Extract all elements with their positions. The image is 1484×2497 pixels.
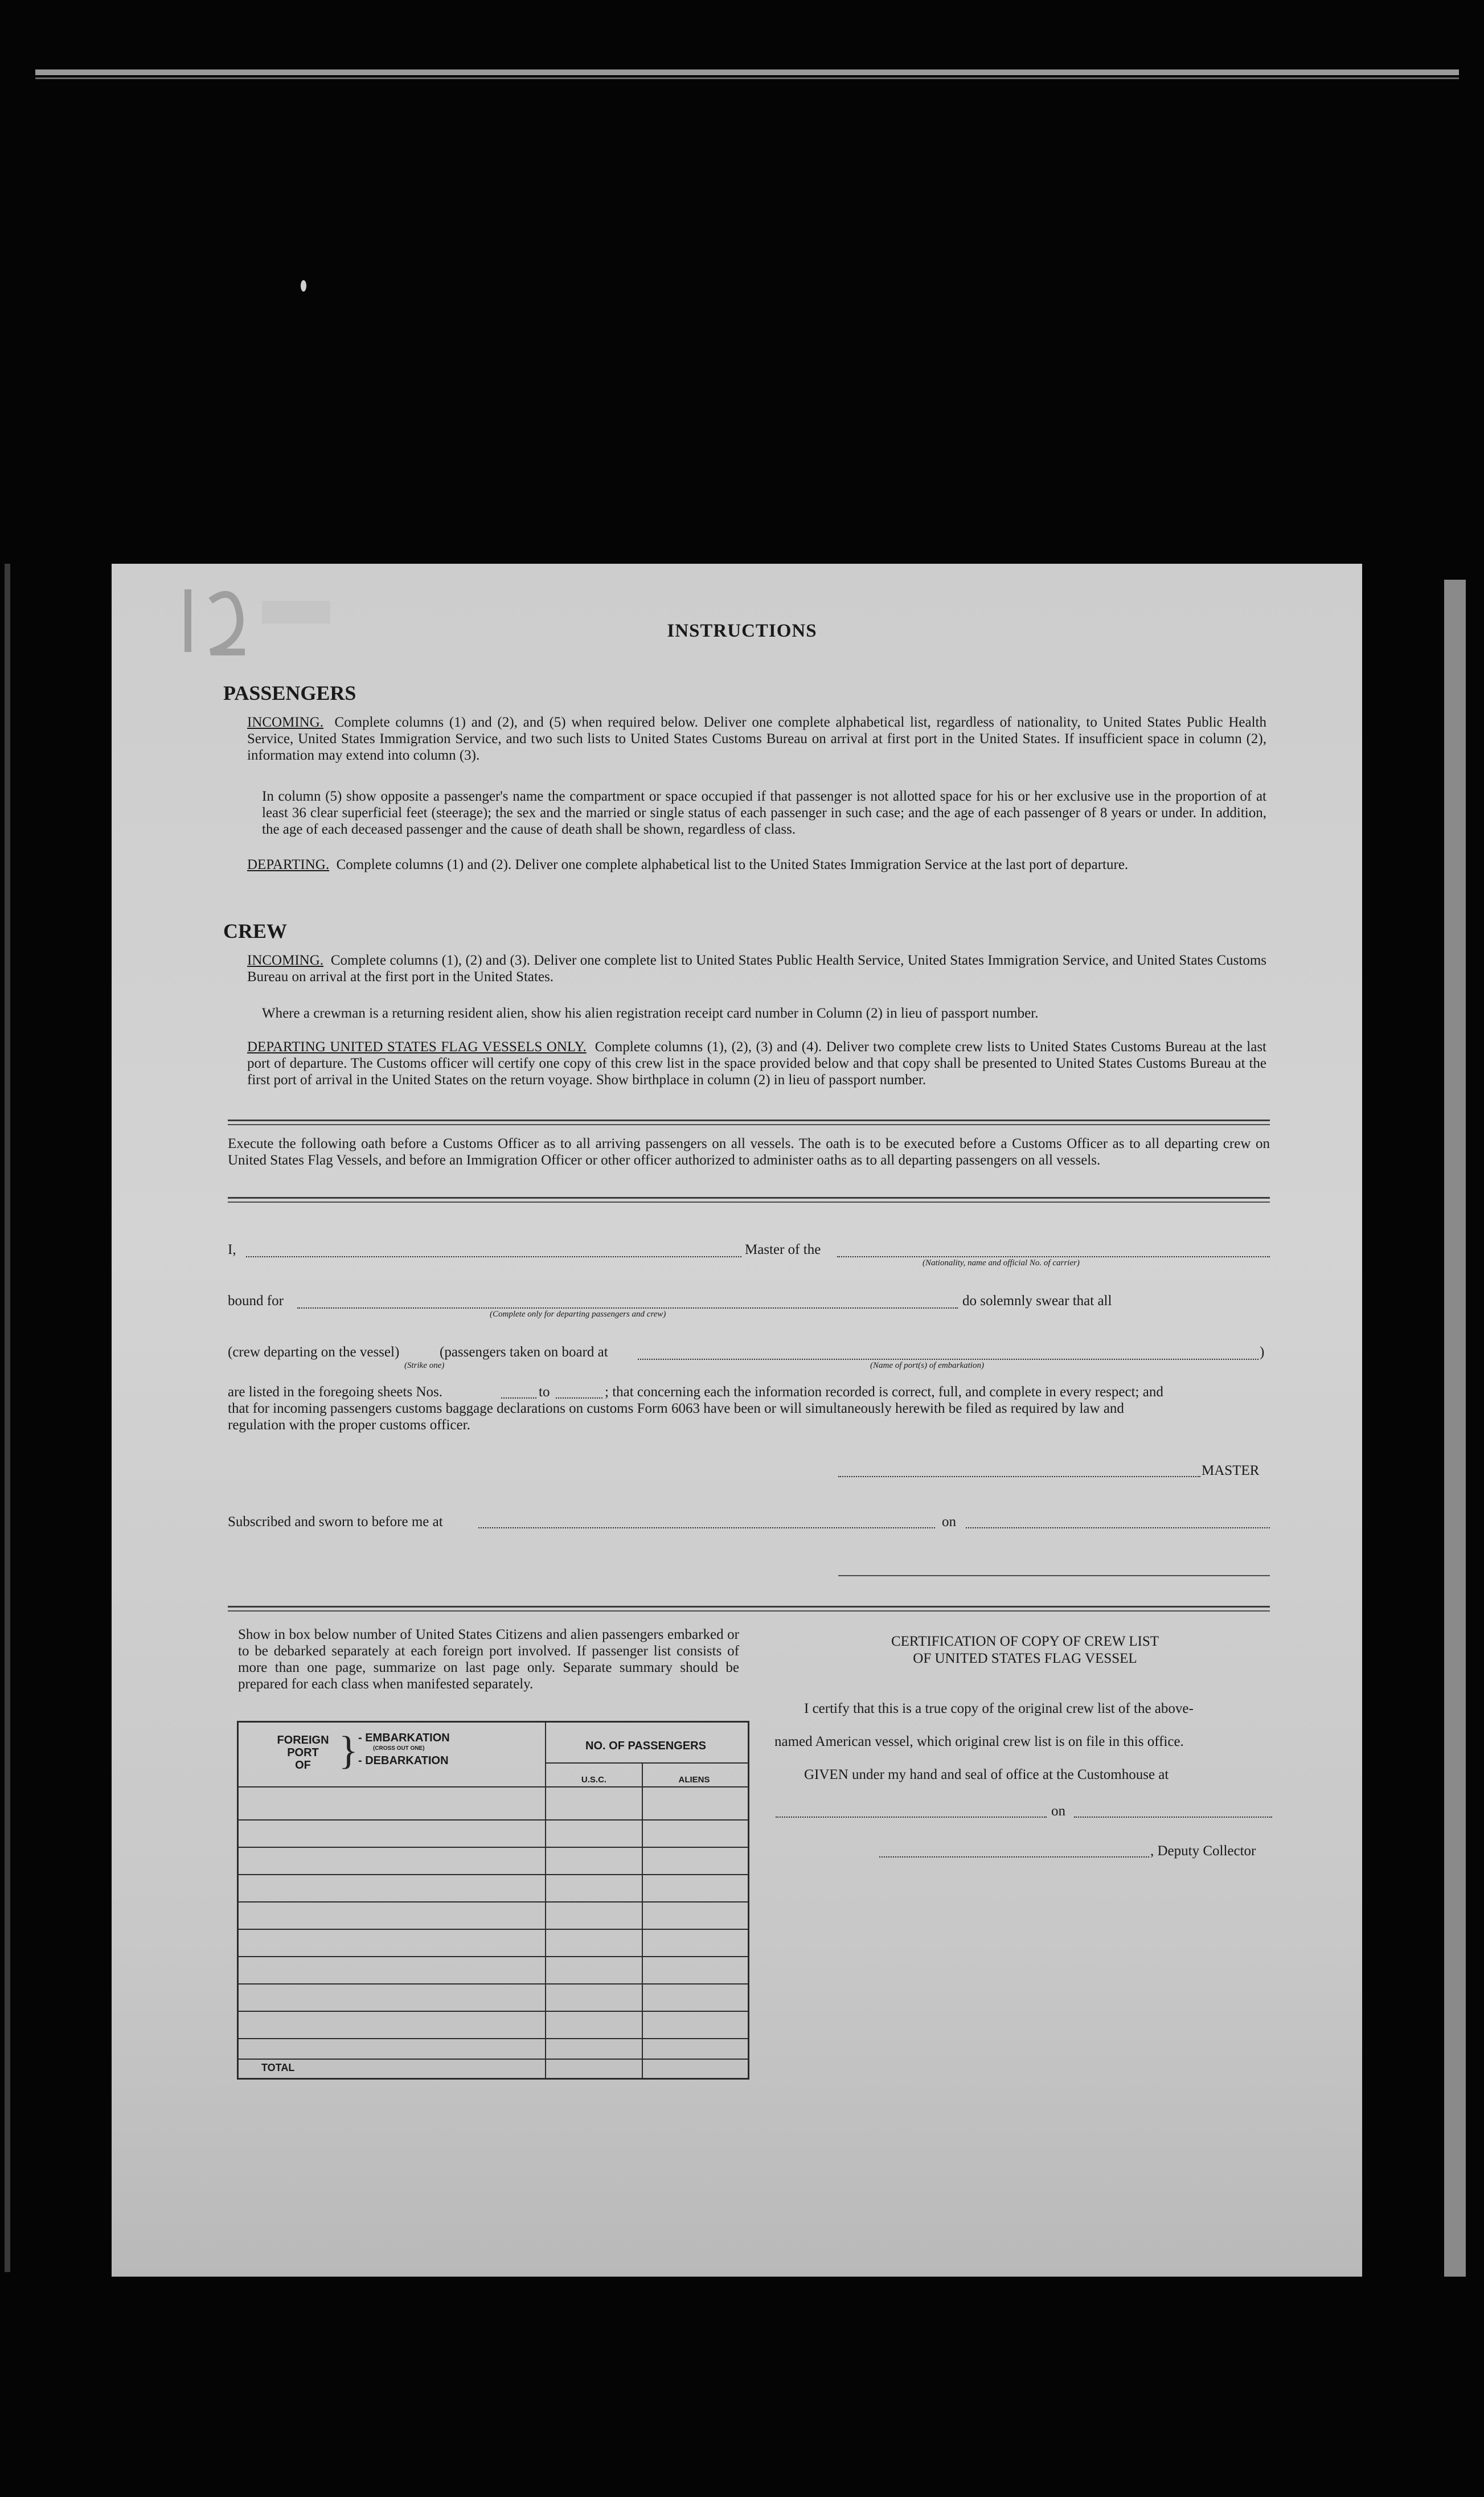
bound-for-label: bound for xyxy=(228,1293,284,1309)
certification-line-1: I certify that this is a true copy of the original crew list of the above- xyxy=(804,1701,1194,1716)
double-rule-bottom xyxy=(228,1606,1270,1608)
header-bottom-line xyxy=(239,1786,748,1787)
foreign-port-line-3: OF xyxy=(295,1759,311,1772)
header-subline xyxy=(545,1762,748,1764)
bound-for-caption: (Complete only for departing passengers and crew) xyxy=(490,1310,666,1319)
film-left-edge xyxy=(5,564,10,2272)
master-name-field[interactable] xyxy=(246,1256,741,1257)
table-row-line xyxy=(239,1901,748,1903)
crew-incoming-paragraph xyxy=(247,952,1266,985)
swear-label: do solemnly swear that all xyxy=(962,1293,1112,1309)
col-divider-1 xyxy=(545,1723,546,2078)
passengers-incoming-paragraph xyxy=(247,714,1266,764)
foreign-port-line-1: FOREIGN xyxy=(277,1734,329,1746)
film-top-line-2 xyxy=(35,77,1459,79)
strike-one-caption: (Strike one) xyxy=(404,1361,445,1370)
table-row-line xyxy=(239,1983,748,1985)
crew-departing-option: (crew departing on the vessel) xyxy=(228,1344,400,1360)
certification-title-2: OF UNITED STATES FLAG VESSEL xyxy=(913,1651,1137,1666)
passenger-summary-table xyxy=(237,1721,749,2080)
table-row-line xyxy=(239,2038,748,2039)
listed-text-a: are listed in the foregoing sheets Nos. xyxy=(228,1384,442,1400)
passengers-departing-label: DEPARTING. xyxy=(247,857,330,872)
double-rule-bottom-2 xyxy=(228,1610,1270,1612)
passengers-incoming-text: Complete columns (1) and (2), and (5) when required below. Deliver one complete alphabetical list, regardless of nationality, to United States Public Health Service, United States Immigration Service, and two such lists to United States Customs Bureau on arrival at first port in the United States. If insufficient space in column (2), information may extend into column (3). xyxy=(247,715,1267,763)
ports-caption: (Name of port(s) of embarkation) xyxy=(870,1361,984,1370)
crew-departing-text: Complete columns (1), (2), (3) and (4). Deliver two complete crew lists to United States Customs Bureau at the last port of departure. The Customs officer will certify one copy of this crew list in the space provided below and that copy shall be presented to United States Customs Bureau at the first port of arrival in the United States on the return voyage. Show birthplace in column (2) in lieu of passport number. xyxy=(247,1039,1266,1088)
master-of-label: Master of the xyxy=(745,1242,821,1257)
summary-note: Show in box below number of United States Citizens and alien passengers embarked or to be debarked separately at each foreign port involved. If passenger list consists of more than one page, summarize on last page only. Separate summary should be prepared for each class when manifested separately. xyxy=(238,1627,739,1692)
total-row-line xyxy=(239,2059,748,2060)
sworn-place-field[interactable] xyxy=(478,1527,935,1528)
table-row-line xyxy=(239,1874,748,1875)
subscribed-label: Subscribed and sworn to before me at xyxy=(228,1514,443,1530)
close-paren: ) xyxy=(1260,1344,1265,1360)
sworn-date-field[interactable] xyxy=(966,1527,1270,1528)
usc-header: U.S.C. xyxy=(581,1775,607,1785)
table-row-line xyxy=(239,1956,748,1957)
certification-line-3: GIVEN under my hand and seal of office at the Customhouse at xyxy=(804,1767,1169,1782)
sheet-from-field[interactable] xyxy=(501,1397,536,1399)
sworn-on-label: on xyxy=(942,1514,956,1530)
no-passengers-header: NO. OF PASSENGERS xyxy=(585,1740,706,1752)
passengers-taken-option: (passengers taken on board at xyxy=(440,1344,608,1360)
passengers-column5-paragraph: In column (5) show opposite a passenger's name the compartment or space occupied if that passenger is not allotted space for his or her exclusive use in the proportion of at least 36 clear superficial feet (steerage); the sex and the married or single status of each passenger in such case; and the age of each passenger of 8 years or under. In addition, the age of each deceased passenger and the cause of death shall be shown, regardless of class. xyxy=(262,789,1266,837)
total-label: TOTAL xyxy=(261,2062,295,2073)
cross-out-label: (CROSS OUT ONE) xyxy=(373,1745,425,1752)
adjacent-page-edge xyxy=(1444,580,1466,2277)
passengers-departing-text: Complete columns (1) and (2). Deliver one complete alphabetical list to the United States Immigration Service at the last port of departure. xyxy=(336,857,1129,872)
crew-incoming-text: Complete columns (1), (2) and (3). Deliver one complete list to United States Public Health Service, United States Immigration Service, and United States Customs Bureau on arrival at the first port in the United States. xyxy=(247,953,1267,985)
double-rule-mid-2 xyxy=(228,1202,1270,1203)
crew-departing-paragraph xyxy=(247,1039,1266,1088)
passengers-departing-paragraph xyxy=(247,856,1266,873)
passengers-heading: PASSENGERS xyxy=(223,682,356,704)
passengers-incoming-label: INCOMING. xyxy=(247,715,324,730)
nationality-caption: (Nationality, name and official No. of carrier) xyxy=(923,1258,1080,1268)
certification-title-1: CERTIFICATION OF COPY OF CREW LIST xyxy=(891,1634,1159,1649)
crew-incoming-label: INCOMING. xyxy=(247,953,324,968)
oath-i-label: I, xyxy=(228,1242,236,1257)
listed-text-b: ; that concerning each the information recorded is correct, full, and complete in every respect; and xyxy=(605,1384,1163,1400)
deputy-collector-label: , Deputy Collector xyxy=(1150,1843,1256,1859)
crew-resident-paragraph: Where a crewman is a returning resident alien, show his alien registration receipt card number in Column (2) in lieu of passport number. xyxy=(262,1006,1039,1021)
table-row-line xyxy=(239,1819,748,1821)
deputy-collector-signature-field[interactable] xyxy=(879,1856,1149,1858)
crew-departing-label: DEPARTING UNITED STATES FLAG VESSELS ONLY. xyxy=(247,1039,587,1055)
certification-on-label: on xyxy=(1051,1803,1065,1819)
carrier-field[interactable] xyxy=(837,1256,1270,1257)
embarkation-label: - EMBARKATION xyxy=(358,1732,450,1744)
listed-line-2: that for incoming passengers customs baggage declarations on customs Form 6063 have been or will simultaneously herewith be filed as required by law and xyxy=(228,1401,1124,1416)
table-row-line xyxy=(239,1929,748,1930)
col-divider-2 xyxy=(642,1762,643,2078)
embarkation-ports-field[interactable] xyxy=(638,1359,1258,1360)
master-signature-field[interactable] xyxy=(838,1476,1200,1477)
oath-intro-paragraph: Execute the following oath before a Customs Officer as to all arriving passengers on all vessels. The oath is to be executed before a Customs Officer as to all departing crew on United States Flag Vessels, and before an Immigration Officer or other officer authorized to administer oaths as to all departing passengers on all vessels. xyxy=(228,1136,1270,1168)
listed-to: to xyxy=(539,1384,550,1400)
double-rule-mid xyxy=(228,1197,1270,1199)
table-row-line xyxy=(239,1847,748,1848)
aliens-header: ALIENS xyxy=(678,1775,710,1785)
certification-line-2: named American vessel, which original crew list is on file in this office. xyxy=(774,1734,1184,1749)
foreign-port-header xyxy=(272,1734,334,1772)
instructions-title: INSTRUCTIONS xyxy=(667,621,817,641)
debarkation-label: - DEBARKATION xyxy=(358,1754,449,1767)
foreign-port-line-2: PORT xyxy=(287,1746,319,1759)
film-top-line xyxy=(35,69,1459,75)
bound-for-field[interactable] xyxy=(297,1307,958,1309)
film-speck xyxy=(301,280,306,292)
double-rule-top xyxy=(228,1120,1270,1121)
crew-heading: CREW xyxy=(223,920,288,942)
officer-signature-line[interactable] xyxy=(838,1575,1270,1576)
listed-line-3: regulation with the proper customs officer. xyxy=(228,1417,470,1433)
certification-date-field[interactable] xyxy=(1074,1817,1272,1818)
customhouse-field[interactable] xyxy=(776,1817,1047,1818)
sheet-to-field[interactable] xyxy=(556,1397,602,1399)
double-rule-top-2 xyxy=(228,1124,1270,1125)
table-row-line xyxy=(239,2011,748,2012)
master-label: MASTER xyxy=(1202,1463,1260,1478)
brace-glyph: } xyxy=(339,1729,358,1773)
